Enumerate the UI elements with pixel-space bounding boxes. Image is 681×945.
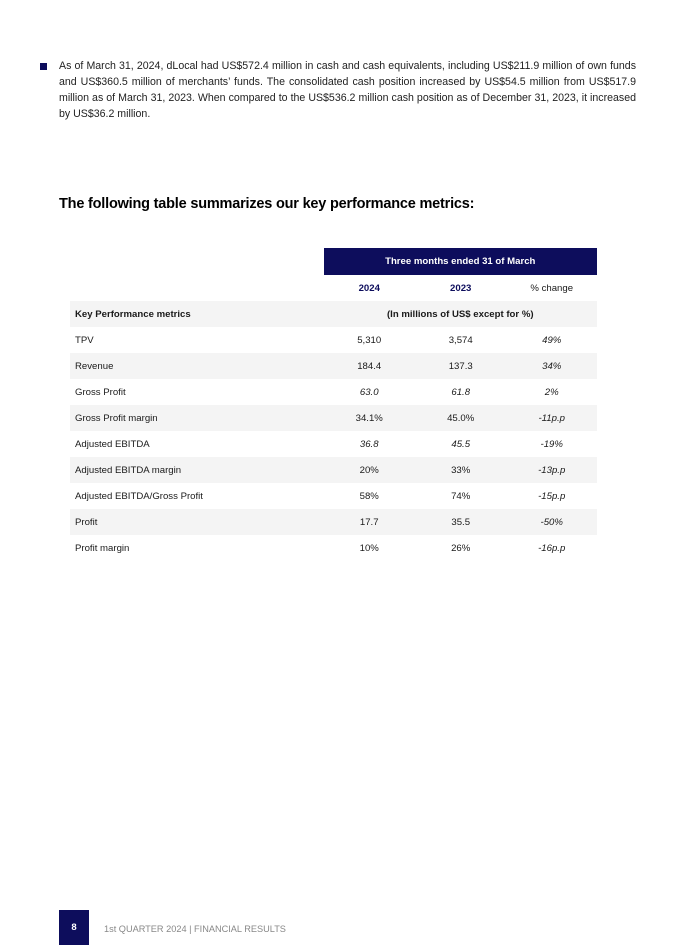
value-2024: 58% [359,490,379,502]
value-change: -13p.p [506,457,597,483]
value-2023: 26% [451,542,471,554]
value-2024: 36.8 [359,438,379,450]
value-change: 49% [542,334,562,346]
value-change: -15p.p [538,490,566,502]
value-2024: 34.1% [324,405,415,431]
metrics-label: Key Performance metrics [70,301,324,327]
value-2023: 61.8 [451,386,471,398]
col-change-header: % change [530,282,574,294]
metric-label: TPV [75,334,94,346]
value-2024: 63.0 [359,386,379,398]
value-change: -50% [506,509,597,535]
bullet-square-icon [40,63,47,70]
period-header-row [70,248,597,275]
metric-label: Profit [70,509,324,535]
value-2024: 20% [324,457,415,483]
col-2024-header: 2024 [358,282,380,294]
table-row [70,327,597,353]
page-number: 8 [59,910,89,945]
table-row [70,483,597,509]
value-2024: 184.4 [324,353,415,379]
period-header: Three months ended 31 of March [324,248,598,275]
value-2023: 137.3 [415,353,506,379]
metric-label: Revenue [70,353,324,379]
table-row [70,535,597,561]
value-2023: 35.5 [415,509,506,535]
table-row [70,509,597,535]
value-2023: 74% [451,490,471,502]
value-2024: 10% [359,542,379,554]
value-change: -11p.p [506,405,597,431]
footer-text: 1st QUARTER 2024 | FINANCIAL RESULTS [104,924,286,934]
table-row [70,431,597,457]
units-label: (In millions of US$ except for %) [324,301,598,327]
table-row [70,353,597,379]
value-2024: 5,310 [357,334,382,346]
value-change: -16p.p [538,542,566,554]
col-2023-header: 2023 [450,282,472,294]
value-change: 34% [506,353,597,379]
value-2023: 3,574 [448,334,473,346]
value-2024: 17.7 [324,509,415,535]
value-2023: 33% [415,457,506,483]
year-header-row [70,275,597,301]
metric-label: Adjusted EBITDA/Gross Profit [75,490,203,502]
value-2023: 45.0% [415,405,506,431]
cash-position-bullet [40,58,636,122]
section-title: The following table summarizes our key performance metrics: [59,196,475,212]
metric-label: Profit margin [75,542,130,554]
metric-label: Adjusted EBITDA [75,438,150,450]
table-row [70,457,597,483]
value-change: -19% [540,438,563,450]
units-row [70,301,597,327]
table-row [70,405,597,431]
metric-label: Gross Profit margin [70,405,324,431]
cash-position-text: As of March 31, 2024, dLocal had US$572.4 million in cash and cash equivalents, including US$211.9 million of own funds and US$360.5 million of merchants’ funds. The consolidated cash position increased by US$54.5 million from US$517.9 million as of March 31, 2023. When compared to the US$536.2 million cash position as of December 31, 2023, it increased by US$36.2 million. [59,60,636,120]
metric-label: Adjusted EBITDA margin [70,457,324,483]
metric-label: Gross Profit [75,386,126,398]
table-row [70,379,597,405]
key-metrics-table [70,248,597,561]
value-change: 2% [544,386,559,398]
value-2023: 45.5 [451,438,471,450]
